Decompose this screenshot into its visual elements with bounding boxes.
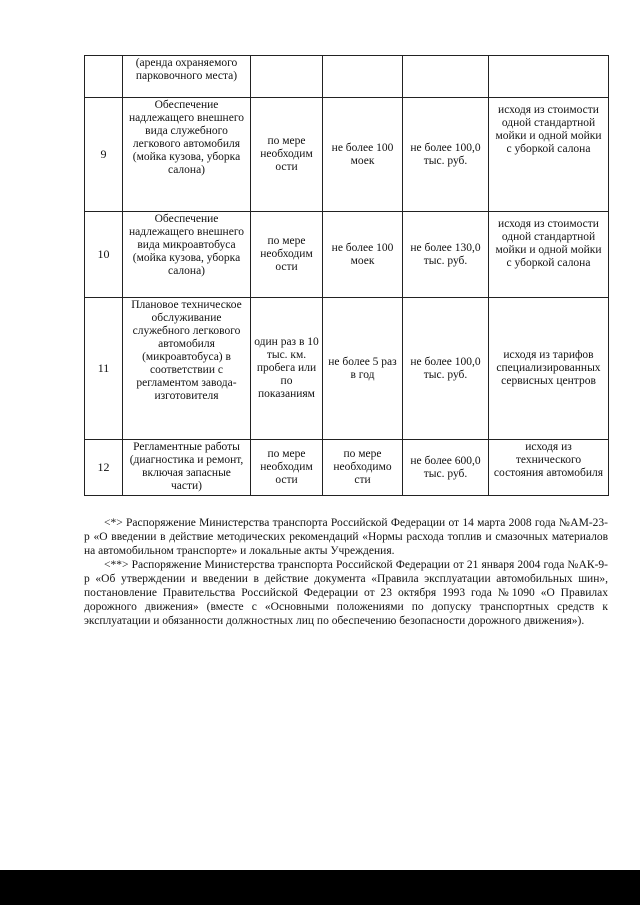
quantity-cell: по мере необходимо сти (323, 440, 403, 496)
price-cell: не более 100,0 тыс. руб. (403, 298, 489, 440)
table-row (85, 440, 609, 496)
row-number: 10 (85, 212, 123, 298)
periodicity-cell: один раз в 10 тыс. км. пробега или по показаниям (251, 298, 323, 440)
norms-table (84, 55, 609, 496)
periodicity-cell: по мере необходим ости (251, 212, 323, 298)
row-number: 11 (85, 298, 123, 440)
basis-cell: исходя из технического состояния автомобиля (489, 440, 609, 496)
table-row (85, 56, 609, 98)
price-cell: не более 100,0 тыс. руб. (403, 98, 489, 212)
periodicity-cell: по мере необходим ости (251, 98, 323, 212)
periodicity-cell: по мере необходим ости (251, 440, 323, 496)
periodicity-cell (251, 56, 323, 98)
row-number: 12 (85, 440, 123, 496)
service-description: Регламентные работы (диагностика и ремонт, включая запасные части) (123, 440, 251, 496)
quantity-cell: не более 100 моек (323, 212, 403, 298)
price-cell (403, 56, 489, 98)
basis-cell (489, 56, 609, 98)
basis-cell: исходя из тарифов специализированных сервисных центров (489, 298, 609, 440)
footnotes (84, 516, 608, 628)
footnote-tires: <**> Распоряжение Министерства транспорта Российской Федерации от 21 января 2004 года №АК-9-р «Об утверждении и введении в действие документа «Правила эксплуатации автомобильных шин», постановление Правительства Российской Федерации от 23 октября 1993 года №1090 «О Правилах дорожного движения» (вместе с «Основными положениями по допуску транспортных средств к эксплуатации и обязанности должностных лиц по обеспечению безопасности дорожного движения»). (84, 559, 608, 627)
quantity-cell (323, 56, 403, 98)
row-number: 9 (85, 98, 123, 212)
service-description: Обеспечение надлежащего внешнего вида микроавтобуса (мойка кузова, уборка салона) (123, 212, 251, 298)
scan-border (0, 870, 640, 905)
service-description: Плановое техническое обслуживание служебного легкового автомобиля (микроавтобуса) в соответствии с регламентом завода-изготовителя (123, 298, 251, 440)
table-row (85, 298, 609, 440)
table-row (85, 98, 609, 212)
footnote-fuel: <*> Распоряжение Министерства транспорта Российской Федерации от 14 марта 2008 года №АМ-23-р «О введении в действие методических рекомендаций «Нормы расхода топлив и смазочных материалов на автомобильном транспорте» и локальные акты Учреждения. (84, 517, 608, 557)
service-description: (аренда охраняемого парковочного места) (123, 56, 251, 98)
basis-cell: исходя из стоимости одной стандартной мойки и одной мойки с уборкой салона (489, 98, 609, 212)
service-description: Обеспечение надлежащего внешнего вида служебного легкового автомобиля (мойка кузова, уборка салона) (123, 98, 251, 212)
row-number (85, 56, 123, 98)
basis-cell: исходя из стоимости одной стандартной мойки и одной мойки с уборкой салона (489, 212, 609, 298)
price-cell: не более 130,0 тыс. руб. (403, 212, 489, 298)
price-cell: не более 600,0 тыс. руб. (403, 440, 489, 496)
table-row (85, 212, 609, 298)
quantity-cell: не более 5 раз в год (323, 298, 403, 440)
quantity-cell: не более 100 моек (323, 98, 403, 212)
